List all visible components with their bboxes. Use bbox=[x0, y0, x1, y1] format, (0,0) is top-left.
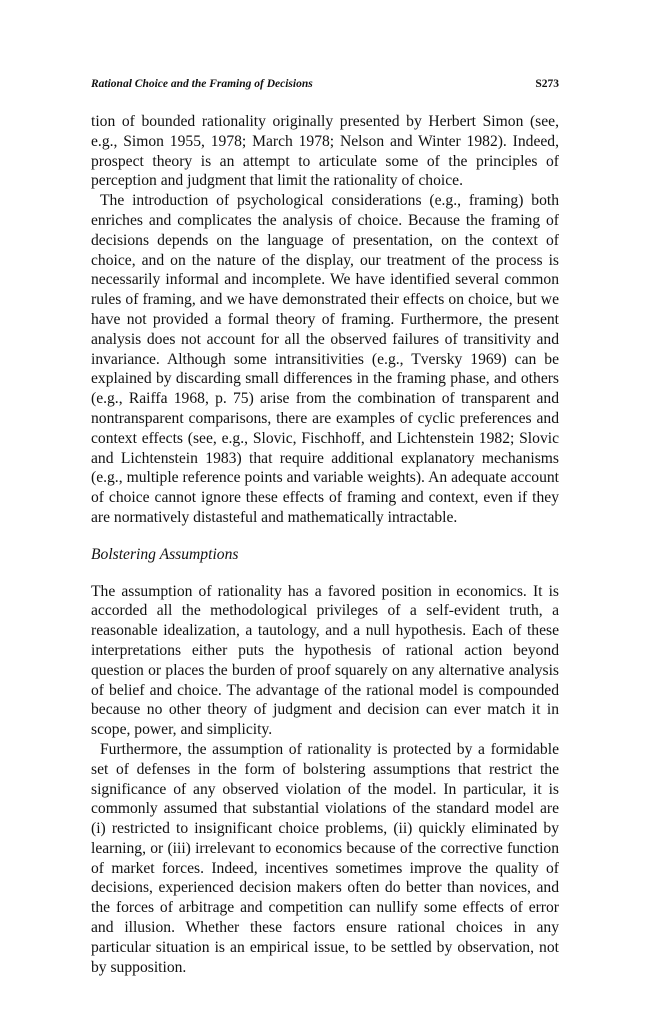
paragraph-1: tion of bounded rationality originally presented by Herbert Simon (see, e.g., Simon 1955, 1978; March 1978; Nelson and Winter 1982). Indeed, prospect theory is an attempt to articulate some of the principles of perception and judgment that limit the rationality of choice. bbox=[91, 113, 559, 190]
running-title: Rational Choice and the Framing of Decisions bbox=[91, 78, 313, 90]
page-content bbox=[91, 78, 559, 977]
section-heading: Bolstering Assumptions bbox=[91, 545, 239, 563]
running-header bbox=[91, 78, 559, 92]
paragraph-4: Furthermore, the assumption of rationality is protected by a formidable set of defenses in the form of bolstering assumptions that restrict the significance of any observed violation of the model. In particular, it is commonly assumed that substantial violations of the standard model are (i) restricted to insignificant choice problems, (ii) quickly eliminated by learning, or (iii) irrelevant to economics because of the corrective function of market forces. Indeed, incentives sometimes improve the quality of decisions, experienced decision makers often do better than novices, and the forces of arbitrage and competition can nullify some effects of error and illusion. Whether these factors ensure rational choices in any particular situation is an empirical issue, to be settled by observation, not by supposition. bbox=[91, 740, 559, 976]
page-number: S273 bbox=[535, 78, 559, 90]
paragraph-2: The introduction of psychological considerations (e.g., framing) both enriches and complicates the analysis of choice. Because the framing of decisions depends on the language of presentation, on the context of choice, and on the nature of the display, our treatment of the process is necessarily informal and incomplete. We have identified several common rules of framing, and we have demonstrated their effects on choice, but we have not provided a formal theory of framing. Furthermore, the present analysis does not account for all the observed failures of transitivity and invariance. Although some intransitivities (e.g., Tversky 1969) can be explained by discarding small differences in the framing phase, and others (e.g., Raiffa 1968, p. 75) arise from the combination of transparent and nontransparent comparisons, there are examples of cyclic preferences and context effects (see, e.g., Slovic, Fischhoff, and Lichtenstein 1982; Slovic and Lichtenstein 1983) that require additional explanatory mechanisms (e.g., multiple reference points and variable weights). An adequate account of choice cannot ignore these effects of framing and context, even if they are normatively distasteful and mathematically intractable. bbox=[91, 192, 559, 526]
paragraph-3: The assumption of rationality has a favored position in economics. It is accorded all the methodological privileges of a self-evident truth, a reasonable idealization, a tautology, and a null hypothesis. Each of these interpretations either puts the hypothesis of rational action beyond question or places the burden of proof squarely on any alternative analysis of belief and choice. The advantage of the rational model is compounded because no other theory of judgment and decision can ever match it in scope, power, and simplicity. bbox=[91, 582, 559, 739]
